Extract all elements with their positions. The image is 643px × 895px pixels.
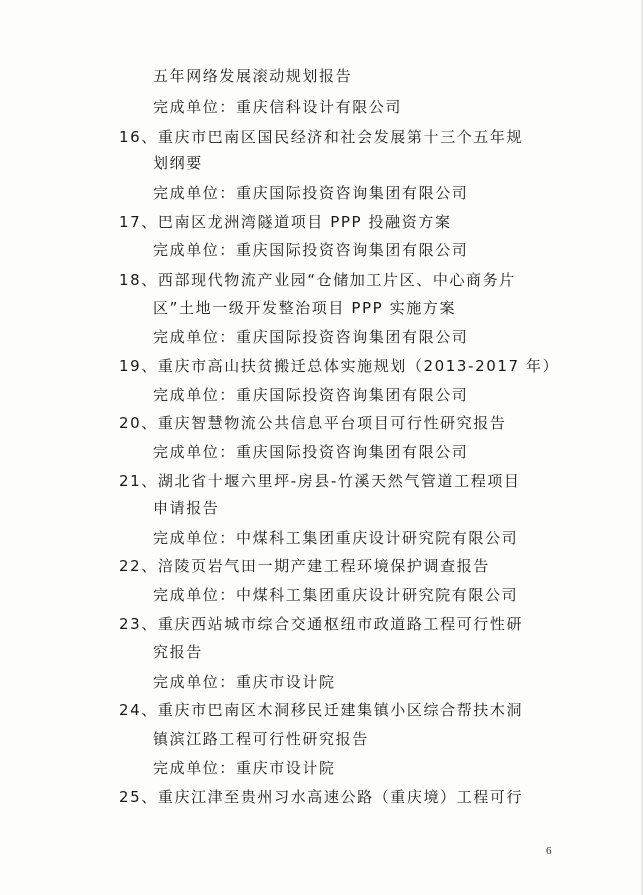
list-item-20: 20、重庆智慧物流公共信息平台项目可行性研究报告 — [119, 414, 507, 432]
text-line: 区”土地一级开发整治项目 PPP 实施方案 — [153, 299, 457, 317]
text-line: 完成单位：重庆市设计院 — [153, 673, 336, 691]
text-line: 完成单位：中煤科工集团重庆设计研究院有限公司 — [153, 586, 519, 604]
text-line: 完成单位：重庆信科设计有限公司 — [153, 98, 403, 116]
page-number: 6 — [546, 845, 552, 857]
list-item-17: 17、巴南区龙洲湾隧道项目 PPP 投融资方案 — [119, 213, 452, 231]
text-line: 完成单位：重庆国际投资咨询集团有限公司 — [153, 241, 469, 259]
text-line: 完成单位：重庆国际投资咨询集团有限公司 — [153, 328, 469, 346]
list-item-16: 16、重庆市巴南区国民经济和社会发展第十三个五年规 — [119, 128, 524, 146]
text-line: 五年网络发展滚动规划报告 — [153, 67, 353, 85]
text-line: 完成单位：重庆市设计院 — [153, 759, 336, 777]
text-line: 完成单位：重庆国际投资咨询集团有限公司 — [153, 386, 469, 404]
list-item-22: 22、涪陵页岩气田一期产建工程环境保护调查报告 — [119, 557, 490, 575]
list-item-25: 25、重庆江津至贵州习水高速公路（重庆境）工程可行 — [119, 788, 524, 806]
text-line: 完成单位：中煤科工集团重庆设计研究院有限公司 — [153, 529, 519, 547]
list-item-18: 18、西部现代物流产业园“仓储加工片区、中心商务片 — [119, 271, 516, 289]
list-item-24: 24、重庆市巴南区木洞移民迁建集镇小区综合帮扶木洞 — [119, 701, 524, 719]
text-line: 划纲要 — [153, 154, 203, 172]
text-line: 申请报告 — [153, 499, 220, 517]
list-item-21: 21、湖北省十堰六里坪-房县-竹溪天然气管道工程项目 — [119, 472, 521, 490]
text-line: 究报告 — [153, 643, 203, 661]
text-line: 完成单位：重庆国际投资咨询集团有限公司 — [153, 184, 469, 202]
list-item-19: 19、重庆市高山扶贫搬迁总体实施规划（2013-2017 年） — [119, 357, 560, 375]
list-item-23: 23、重庆西站城市综合交通枢纽市政道路工程可行性研 — [119, 615, 524, 633]
text-line: 镇滨江路工程可行性研究报告 — [153, 730, 369, 748]
text-line: 完成单位：重庆国际投资咨询集团有限公司 — [153, 443, 469, 461]
